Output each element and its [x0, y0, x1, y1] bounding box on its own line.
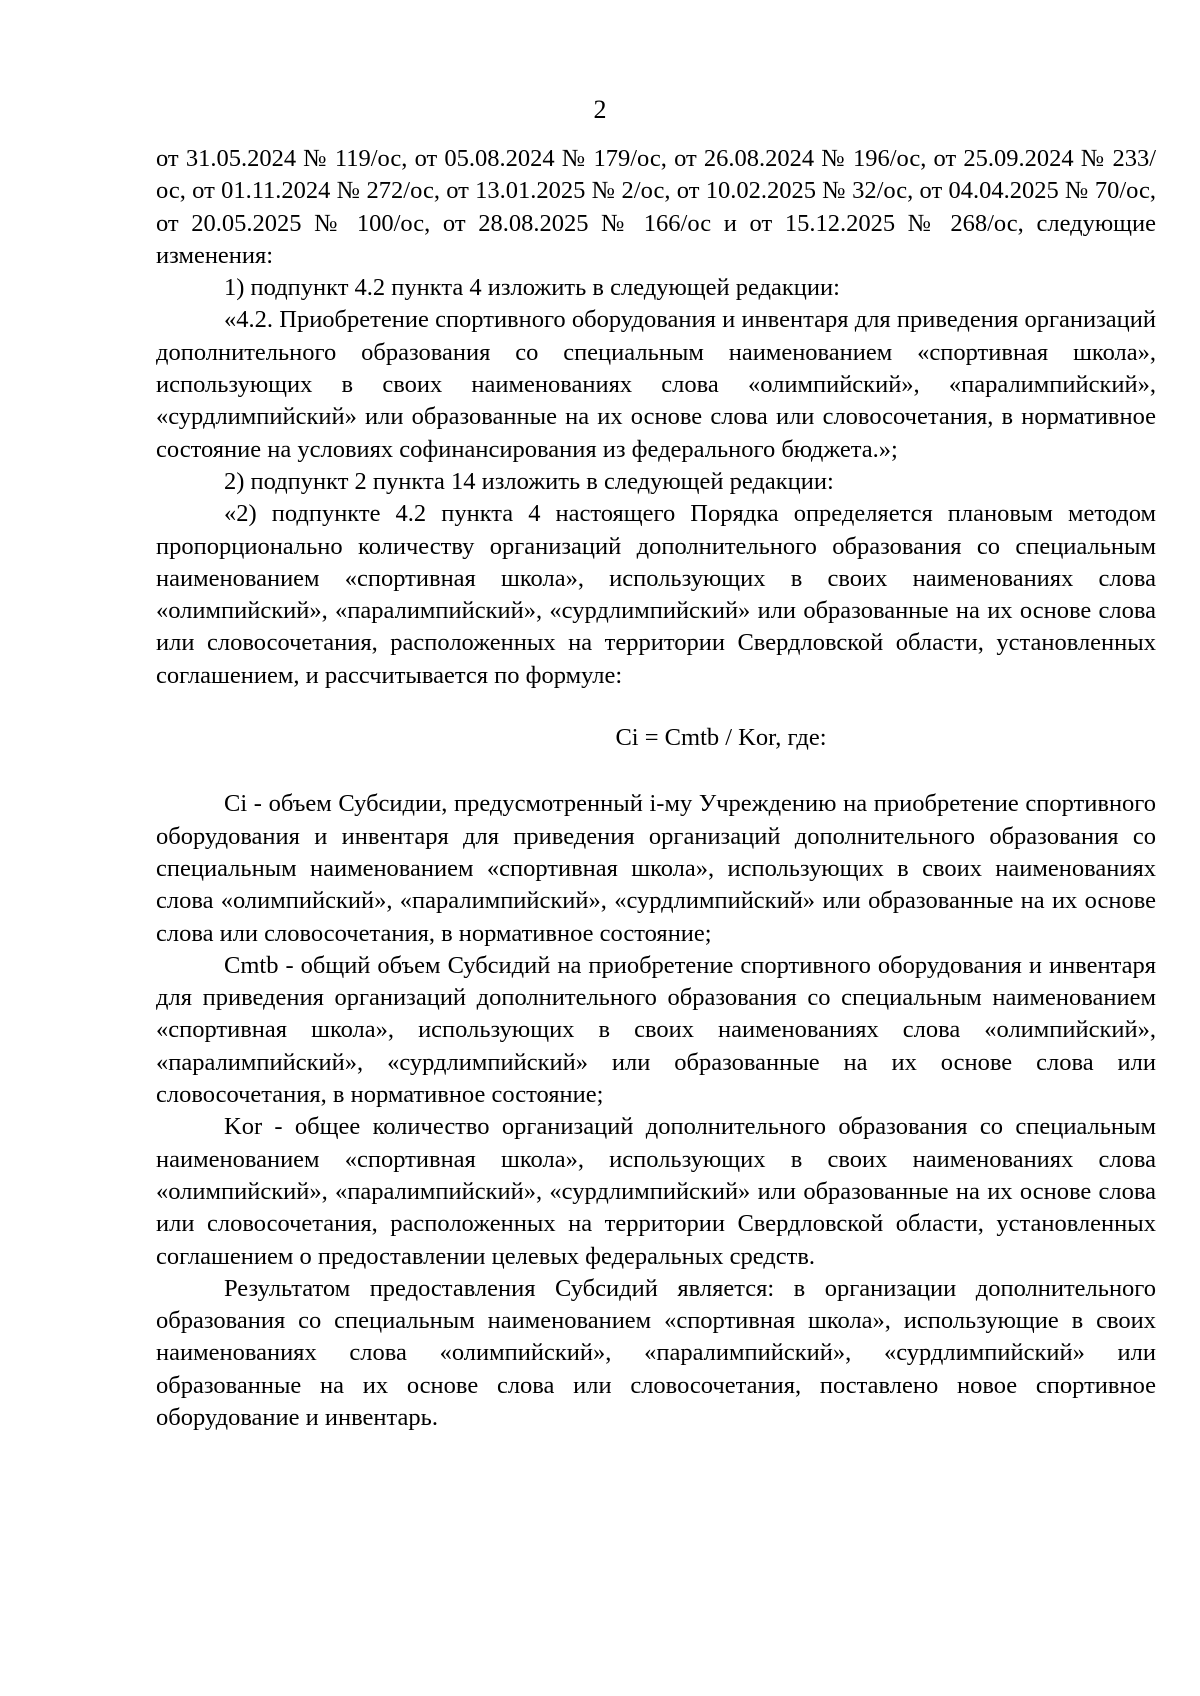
- document-body: [156, 143, 1156, 1434]
- paragraph-definition-ci: Ci - объем Субсидии, предусмотренный i-му Учреждению на приобретение спортивного оборудования и инвентаря для приведения организаций дополнительного образования со специальным наименованием «спортивная школа», использующих в своих наименованиях слова «олимпийский», «паралимпийский», «сурдлимпийский» или образованные на их основе слова или словосочетания, в нормативное состояние;: [156, 790, 1156, 947]
- formula: Ci = Cmtb / Kor, где:: [615, 724, 827, 752]
- paragraph-item-1: 1) подпункт 4.2 пункта 4 изложить в следующей редакции:: [224, 274, 840, 302]
- paragraph-quote-subitem-2: «2) подпункте 4.2 пункта 4 настоящего Порядка определяется плановым методом пропорционально количеству организаций дополнительного образования со специальным наименованием «спортивная школа», использующих в своих наименованиях слова «олимпийский», «паралимпийский», «сурдлимпийский» или образованные на их основе слова или словосочетания, расположенных на территории Свердловской области, установленных соглашением, и рассчитывается по формуле:: [156, 500, 1156, 689]
- paragraph-definition-cmtb: Cmtb - общий объем Субсидий на приобретение спортивного оборудования и инвентаря для приведения организаций дополнительного образования со специальным наименованием «спортивная школа», использующих в своих наименованиях слова «олимпийский», «паралимпийский», «сурдлимпийский» или образованные на их основе слова или словосочетания, в нормативное состояние;: [156, 951, 1156, 1109]
- paragraph-quote-4-2: «4.2. Приобретение спортивного оборудования и инвентаря для приведения организаций дополнительного образования со специальным наименованием «спортивная школа», использующих в своих наименованиях слова «олимпийский», «паралимпийский», «сурдлимпийский» или образованные на их основе слова или словосочетания, в нормативное состояние на условиях софинансирования из федерального бюджета.»;: [156, 306, 1156, 463]
- paragraph-definition-kor: Kor - общее количество организаций дополнительного образования со специальным наименованием «спортивная школа», использующих в своих наименованиях слова «олимпийский», «паралимпийский», «сурдлимпийский» или образованные на их основе слова или словосочетания, расположенных на территории Свердловской области, установленных соглашением о предоставлении целевых федеральных средств.: [156, 1113, 1156, 1270]
- paragraph-item-2: 2) подпункт 2 пункта 14 изложить в следующей редакции:: [224, 467, 834, 495]
- paragraph-result: Результатом предоставления Субсидий является: в организации дополнительного образования со специальным наименованием «спортивная школа», использующие в своих наименованиях слова «олимпийский», «паралимпийский», «сурдлимпийский» или образованные на их основе слова или словосочетания, поставлено новое спортивное оборудование и инвентарь.: [156, 1274, 1156, 1431]
- paragraph-amendment-list: от 31.05.2024 № 119/ос, от 05.08.2024 № 179/ос, от 26.08.2024 № 196/ос, от 25.09.2024 № 233/ос, от 01.11.2024 № 272/ос, от 13.01.2025 № 2/ос, от 10.02.2025 № 32/ос, от 04.04.2025 № 70/ос, от 20.05.2025 № 100/ос, от 28.08.2025 № 166/ос и от 15.12.2025 № 268/ос, следующие изменения:: [156, 145, 1156, 269]
- page-number: 2: [593, 95, 607, 124]
